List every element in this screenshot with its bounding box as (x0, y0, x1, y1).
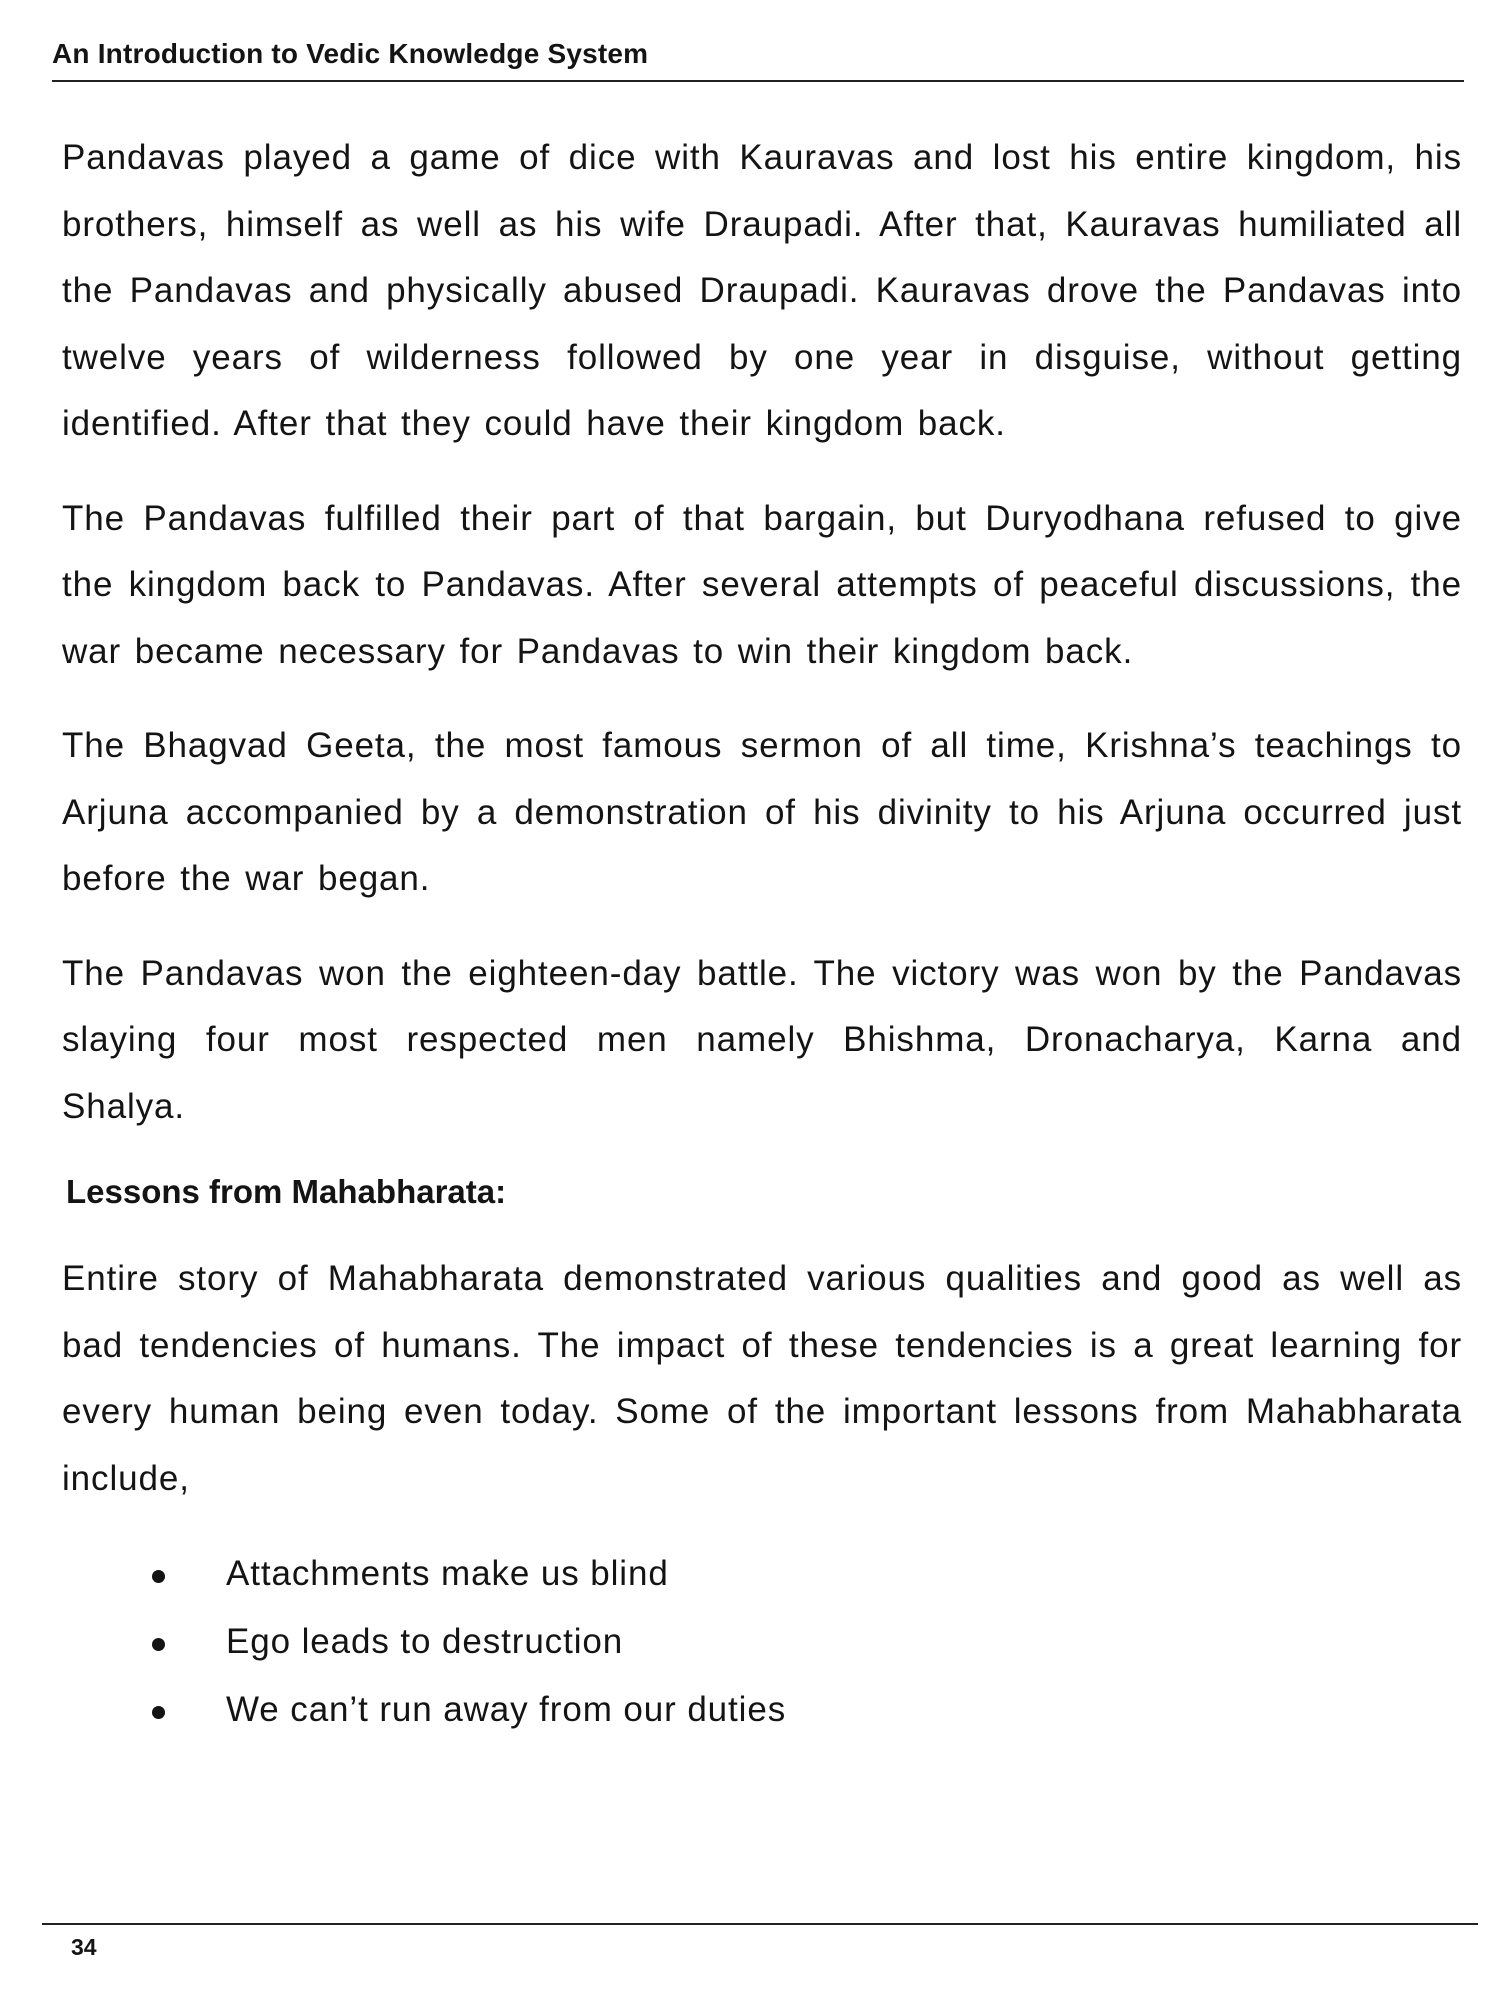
paragraph-bargain: The Pandavas fulfilled their part of that bargain, but Duryodhana refused to give the kingdom back to Pandavas. After several attempts of peaceful discussions, the war became necessary for Pandavas to win their kingdom back. (62, 498, 1462, 671)
list-item-text: We can’t run away from our duties (226, 1690, 787, 1729)
list-item-text: Attachments make us blind (226, 1554, 669, 1593)
list-item (62, 1608, 1462, 1676)
page-number: 34 (71, 1934, 97, 1960)
paragraph-battle: The Pandavas won the eighteen-day battle. The victory was won by the Pandavas slaying four most respected men namely Bhishma, Dronacharya, Karna and Shalya. (62, 953, 1462, 1126)
lessons-list (62, 1540, 1462, 1744)
list-item (62, 1540, 1462, 1608)
list-item (62, 1676, 1462, 1744)
footer-divider (42, 1923, 1478, 1925)
running-header: An Introduction to Vedic Knowledge System (52, 38, 649, 69)
list-item-text: Ego leads to destruction (226, 1622, 624, 1661)
paragraph-lessons-intro: Entire story of Mahabharata demonstrated various qualities and good as well as bad tendencies of humans. The impact of these tendencies is a great learning for every human being even today. Some of the important lessons from Mahabharata include, (62, 1259, 1462, 1498)
section-heading: Lessons from Mahabharata: (66, 1173, 507, 1210)
bullet-icon (152, 1638, 165, 1651)
paragraph-dice-game: Pandavas played a game of dice with Kauravas and lost his entire kingdom, his brothers, himself as well as his wife Draupadi. After that, Kauravas humiliated all the Pandavas and physically abused Draupadi. Kauravas drove the Pandavas into twelve years of wilderness followed by one year in disguise, without getting identified. After that they could have their kingdom back. (62, 138, 1462, 443)
header-divider (52, 80, 1464, 82)
bullet-icon (152, 1706, 165, 1719)
paragraph-bhagvad-geeta: The Bhagvad Geeta, the most famous sermon of all time, Krishna’s teachings to Arjuna accompanied by a demonstration of his divinity to his Arjuna occurred just before the war began. (62, 726, 1462, 898)
page-body (62, 125, 1462, 1744)
bullet-icon (152, 1570, 165, 1583)
